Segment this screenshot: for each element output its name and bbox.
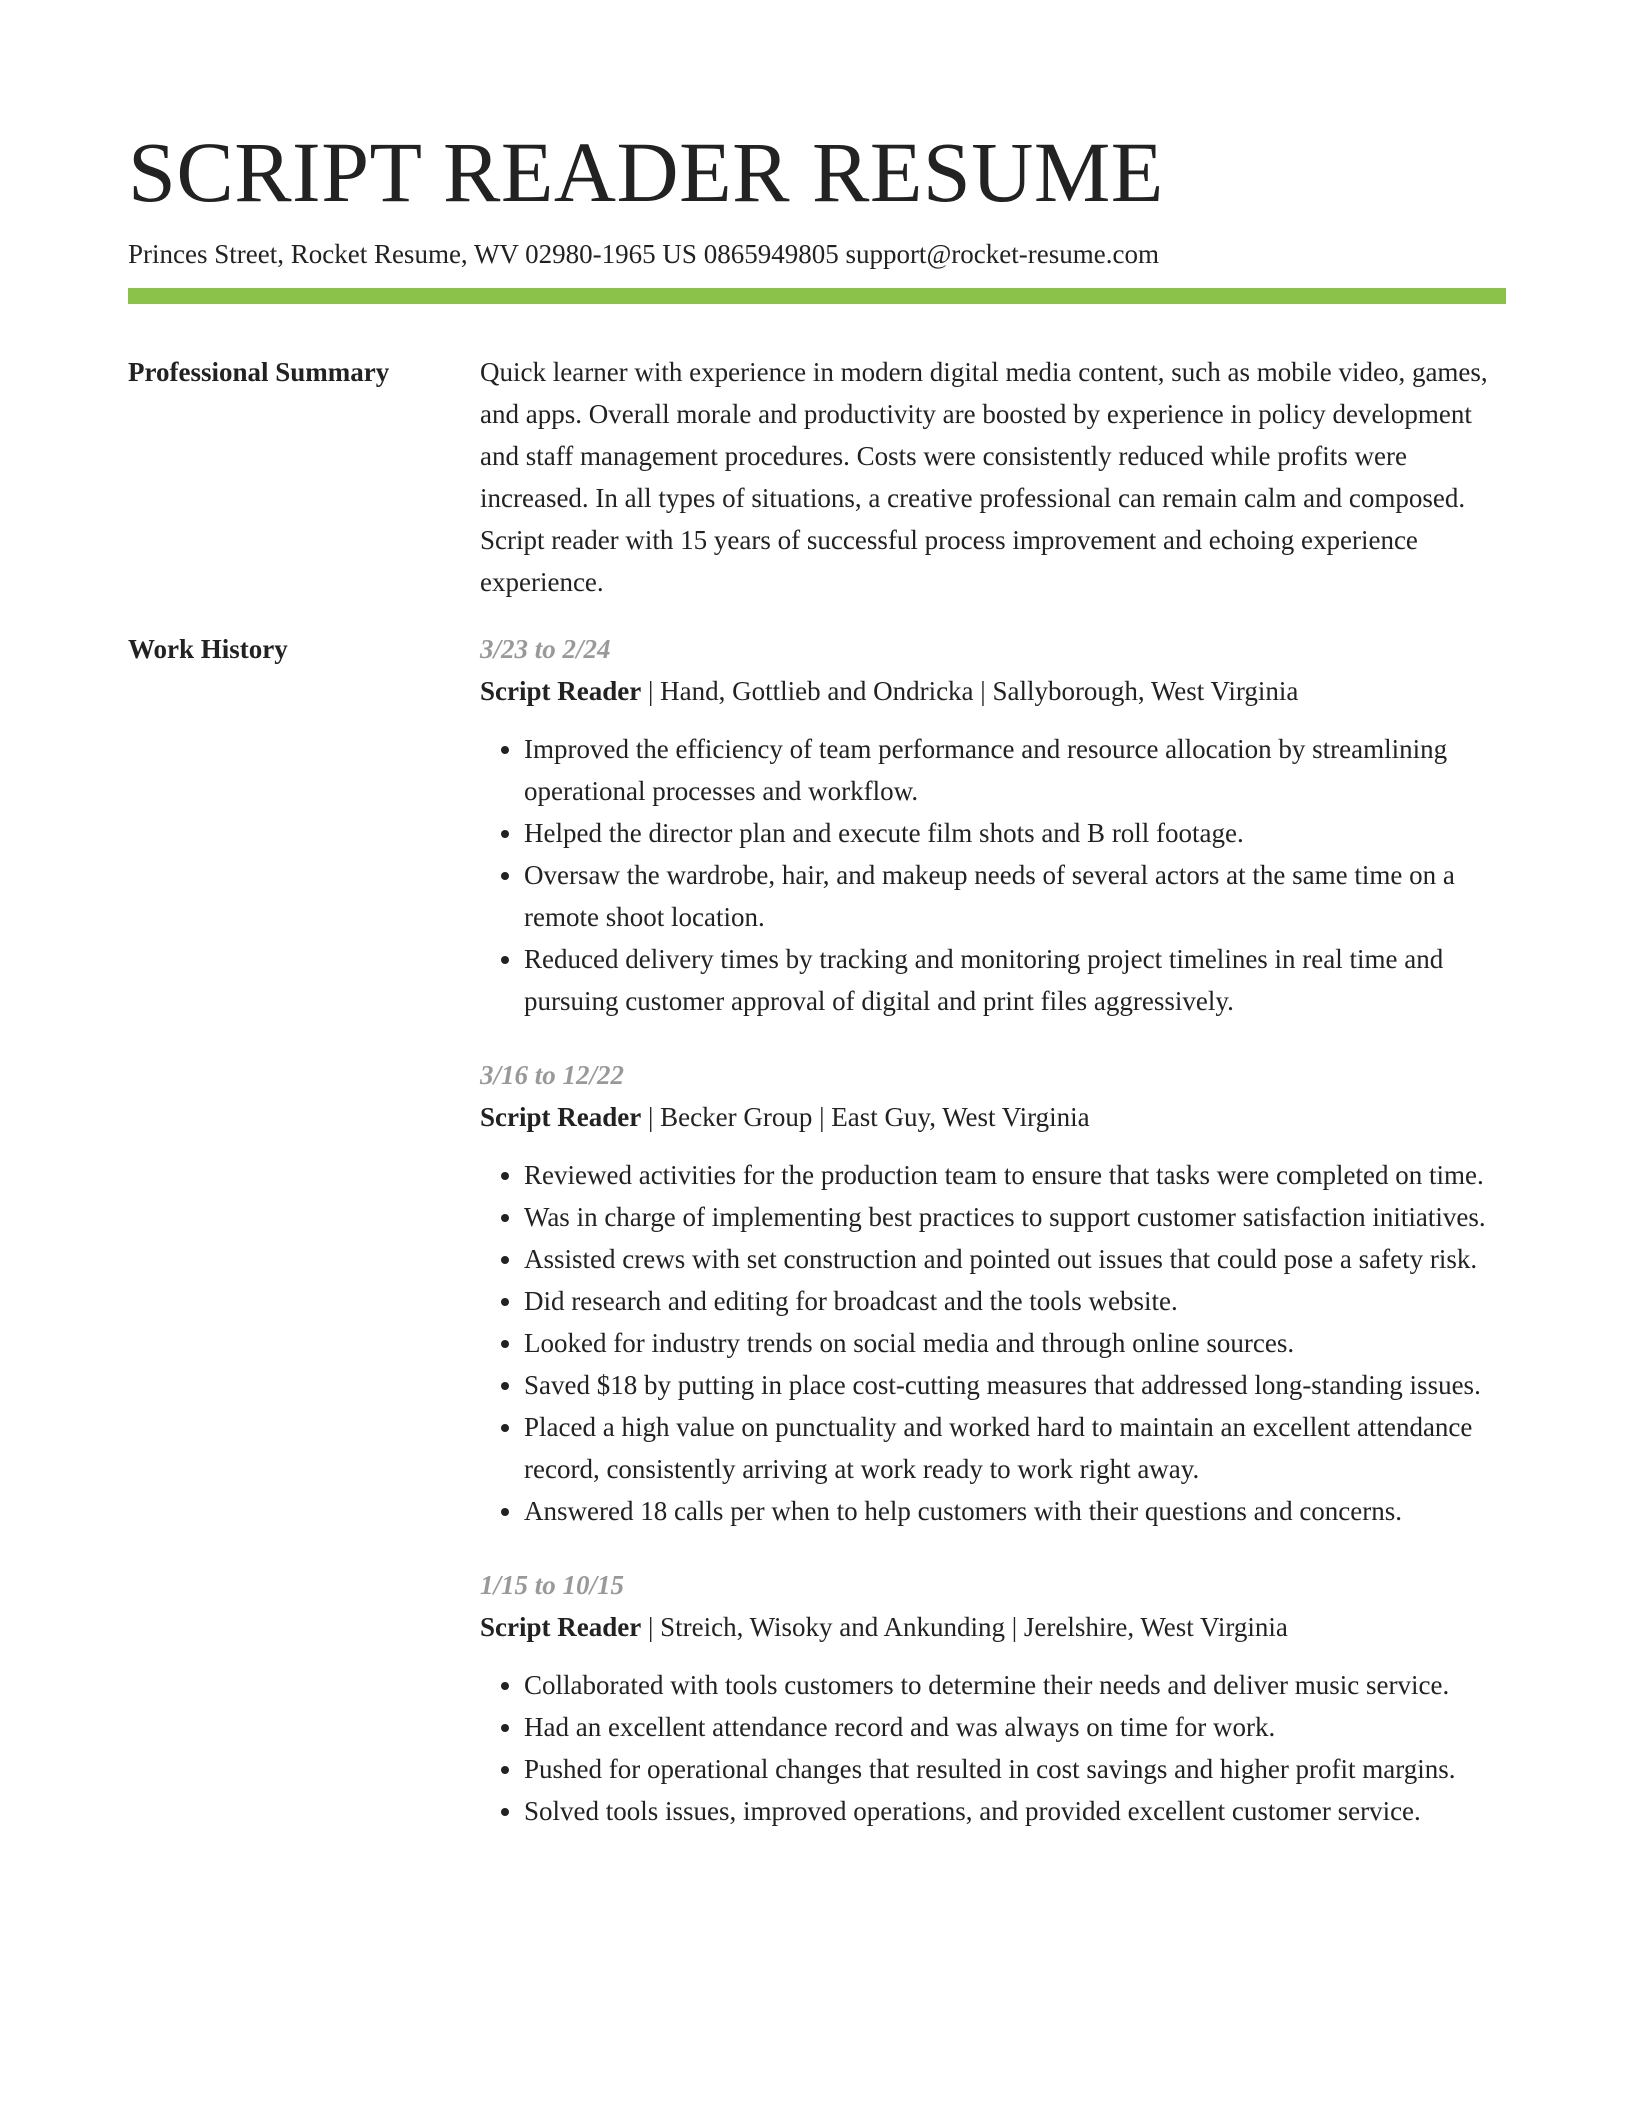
list-item: • Placed a high value on punctuality and worked hard to maintain an excellent attendance record, consistently arriving at work ready to work right away.	[524, 1406, 1506, 1490]
list-item: • Reduced delivery times by tracking and monitoring project timelines in real time and pursuing customer approval of digital and print files aggressively.	[524, 938, 1506, 1022]
job-details: | Becker Group | East Guy, West Virginia	[641, 1102, 1090, 1132]
job-dates: 3/23 to 2/24	[480, 634, 611, 664]
list-item: • Solved tools issues, improved operations, and provided excellent customer service.	[524, 1790, 1506, 1832]
job-bullet-list	[480, 1154, 1506, 1532]
job-title: Script Reader	[480, 1612, 642, 1642]
job-entry	[480, 1054, 1506, 1532]
list-item: • Had an excellent attendance record and was always on time for work.	[524, 1706, 1506, 1748]
header-divider	[128, 288, 1506, 304]
list-item: • Did research and editing for broadcast and the tools website.	[524, 1280, 1506, 1322]
professional-summary-section	[128, 351, 1506, 603]
job-dates: 3/16 to 12/22	[480, 1060, 625, 1090]
section-label-summary: Professional Summary	[128, 357, 390, 387]
job-heading	[480, 670, 1506, 712]
summary-text: Quick learner with experience in modern digital media content, such as mobile video, games, and apps. Overall morale and productivity are boosted by experience in policy development and staff management procedures. Costs were consistently reduced while profits were increased. In all types of situations, a creative professional can remain calm and composed. Script reader with 15 years of successful process improvement and echoing experience experience.	[480, 357, 1488, 597]
list-item: • Collaborated with tools customers to determine their needs and deliver music service.	[524, 1664, 1506, 1706]
job-heading	[480, 1096, 1506, 1138]
list-item: • Was in charge of implementing best practices to support customer satisfaction initiatives.	[524, 1196, 1506, 1238]
list-item: • Saved $18 by putting in place cost-cutting measures that addressed long-standing issues.	[524, 1364, 1506, 1406]
list-item: • Improved the efficiency of team performance and resource allocation by streamlining operational processes and workflow.	[524, 728, 1506, 812]
resume-title: SCRIPT READER RESUME	[128, 124, 1164, 220]
list-item: • Answered 18 calls per when to help customers with their questions and concerns.	[524, 1490, 1506, 1532]
job-title: Script Reader	[480, 1102, 642, 1132]
job-heading	[480, 1606, 1506, 1648]
list-item: • Assisted crews with set construction and pointed out issues that could pose a safety risk.	[524, 1238, 1506, 1280]
work-history-section	[128, 628, 1506, 1864]
job-details: | Hand, Gottlieb and Ondricka | Sallyborough, West Virginia	[641, 676, 1299, 706]
section-label-work-history: Work History	[128, 634, 288, 664]
job-entry	[480, 628, 1506, 1022]
list-item: • Pushed for operational changes that resulted in cost savings and higher profit margins.	[524, 1748, 1506, 1790]
contact-line: Princes Street, Rocket Resume, WV 02980-1965 US 0865949805 support@rocket-resume.com	[128, 239, 1159, 269]
list-item: • Oversaw the wardrobe, hair, and makeup needs of several actors at the same time on a remote shoot location.	[524, 854, 1506, 938]
resume-page	[128, 118, 1506, 1864]
work-history-body	[480, 628, 1506, 1864]
job-bullet-list	[480, 728, 1506, 1022]
list-item: • Reviewed activities for the production team to ensure that tasks were completed on time.	[524, 1154, 1506, 1196]
list-item: • Looked for industry trends on social media and through online sources.	[524, 1322, 1506, 1364]
list-item: • Helped the director plan and execute film shots and B roll footage.	[524, 812, 1506, 854]
job-title: Script Reader	[480, 676, 642, 706]
summary-body	[480, 351, 1506, 603]
job-dates: 1/15 to 10/15	[480, 1570, 625, 1600]
job-details: | Streich, Wisoky and Ankunding | Jerelshire, West Virginia	[641, 1612, 1288, 1642]
job-bullet-list	[480, 1664, 1506, 1832]
job-entry	[480, 1564, 1506, 1832]
